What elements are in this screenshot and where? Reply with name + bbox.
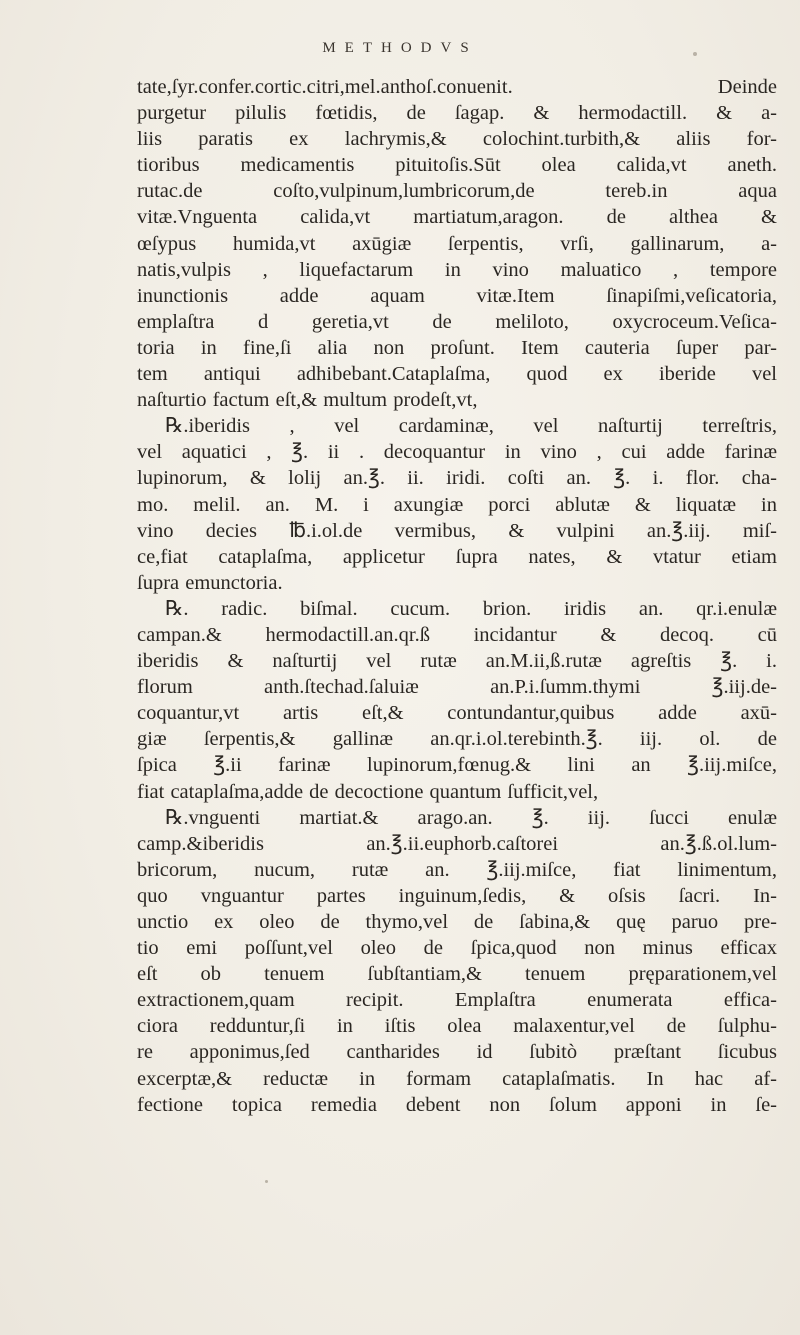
text-line: mo. melil. an. M. i axungiæ porci ablutæ & liquatæ in [137,493,777,516]
text-line: campan.& hermodactill.an.qr.ß incidantur & decoq. cū [137,623,777,646]
body-text [137,74,777,1118]
paper-speck [265,1180,268,1183]
text-line: bricorum, nucum, rutæ an. ℥.iij.miſce, fiat linimentum, [137,858,777,881]
text-line: ciora redduntur,ſi in iſtis olea malaxentur,vel de ſulphu- [137,1015,777,1038]
text-line: ſpica ℥.ii farinæ lupinorum,fœnug.& lini an ℥.iij.miſce, [137,754,777,777]
text-line: florum anth.ſtechad.ſaluiæ an.P.i.ſumm.thymi ℥.iij.de- [137,676,777,699]
text-line: ce,fiat cataplaſma, applicetur ſupra nates, & vtatur etiam [137,545,777,568]
running-head: METHODVS [322,40,478,56]
text-line: excerptæ,& reductæ in formam cataplaſmatis. In hac af- [137,1067,777,1090]
text-line: œſypus humida,vt axūgiæ ſerpentis, vrſi, gallinarum, a- [137,232,777,255]
text-line: natis,vulpis , liquefactarum in vino maluatico , tempore [137,258,777,281]
text-line: fectione topica remedia debent non ſolum apponi in ſe- [137,1093,777,1116]
text-line: rutac.de coſto,vulpinum,lumbricorum,de tereb.in aqua [137,180,777,203]
text-line: tate,ſyr.confer.cortic.citri,mel.anthoſ.conuenit. Deinde [137,76,777,98]
text-line: ſupra emunctoria. [137,571,283,594]
recipe-line: ℞.iberidis , vel cardaminæ, vel naſturtij terreſtris, [165,415,777,438]
recipe-line: ℞.vnguenti martiat.& arago.an. ℥. iij. ſucci enulæ [165,806,777,829]
text-line: quo vnguantur partes inguinum,ſedis, & oſsis ſacri. In- [137,884,777,907]
text-line: purgetur pilulis fœtidis, de ſagap. & hermodactill. & a- [137,102,777,125]
text-line: lupinorum, & lolij an.℥. ii. iridi. coſti an. ℥. i. flor. cha- [137,467,777,490]
text-line: giæ ſerpentis,& gallinæ an.qr.i.ol.terebinth.℥. iij. ol. de [137,728,777,751]
text-line: vel aquatici , ℥. ii . decoquantur in vino , cui adde farinæ [137,441,777,464]
text-line: liis paratis ex lachrymis,& colochint.turbith,& aliis for- [137,128,777,151]
paper-speck [693,52,697,56]
text-line: vino decies ℔.i.ol.de vermibus, & vulpini an.℥.iij. miſ- [137,519,777,542]
text-line: tioribus medicamentis pituitoſis.Sūt olea calida,vt aneth. [137,154,777,177]
text-line: fiat cataplaſma,adde de decoctione quantum ſufficit,vel, [137,780,599,803]
text-line: extractionem,quam recipit. Emplaſtra enumerata effica- [137,989,777,1012]
text-line: tio emi poſſunt,vel oleo de ſpica,quod non minus efficax [137,937,777,960]
text-line: tem antiqui adhibebant.Cataplaſma, quod ex iberide vel [137,363,777,386]
text-line: unctio ex oleo de thymo,vel de ſabina,& quę paruo pre- [137,911,777,933]
text-line: vitæ.Vnguenta calida,vt martiatum,aragon. de althea & [137,206,777,229]
text-line: iberidis & naſturtij vel rutæ an.M.ii,ß.rutæ agreſtis ℥. i. [137,650,777,673]
text-line: inunctionis adde aquam vitæ.Item ſinapiſmi,veſicatoria, [137,284,777,307]
text-line: toria in fine,ſi alia non proſunt. Item cauteria ſuper par- [137,336,777,359]
text-line: camp.&iberidis an.℥.ii.euphorb.caſtorei an.℥.ß.ol.lum- [137,832,777,855]
text-line: eſt ob tenuem ſubſtantiam,& tenuem pręparationem,vel [137,963,777,986]
text-line: naſturtio factum eſt,& multum prodeſt,vt, [137,389,478,412]
text-line: emplaſtra d geretia,vt de meliloto, oxycroceum.Veſica- [137,310,777,333]
text-line: re apponimus,ſed cantharides id ſubitò præſtant ſicubus [137,1041,777,1064]
text-line: coquantur,vt artis eſt,& contundantur,quibus adde axū- [137,702,777,725]
recipe-line: ℞. radic. biſmal. cucum. brion. iridis an. qr.i.enulæ [165,597,777,620]
